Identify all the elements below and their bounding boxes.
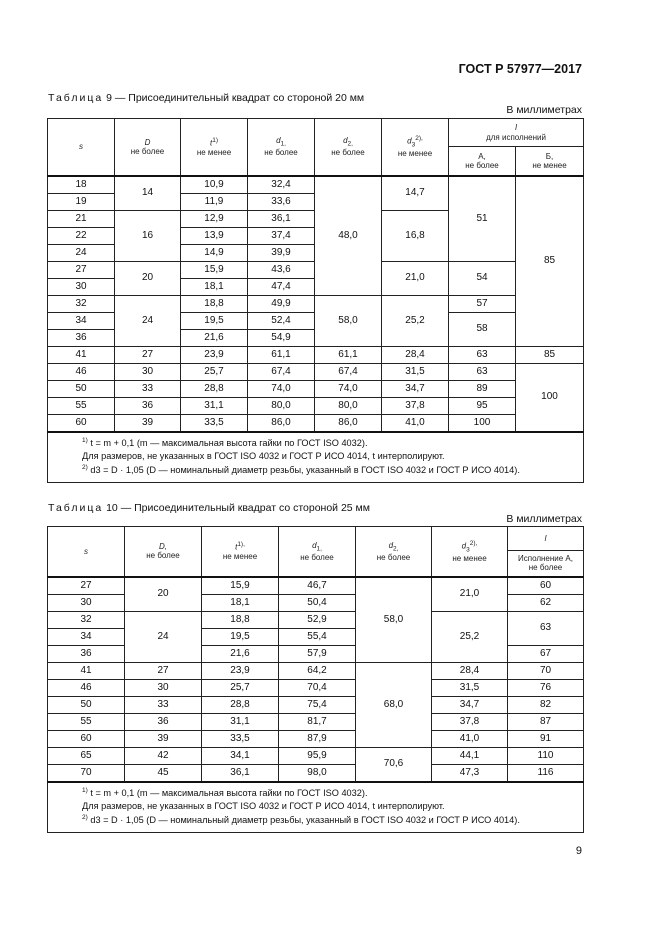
table-cell: 24 — [125, 611, 202, 662]
table-cell: 37,8 — [382, 397, 449, 414]
table-cell: 48,0 — [315, 176, 382, 296]
table-cell: 89 — [449, 380, 516, 397]
table-cell: 41,0 — [382, 414, 449, 432]
col-s-header: s — [48, 119, 115, 176]
table-row — [48, 380, 584, 397]
table-cell: 39 — [125, 730, 202, 747]
table-cell: 68,0 — [356, 662, 432, 747]
table-cell: 36 — [125, 713, 202, 730]
table-cell: 116 — [508, 764, 584, 782]
table-cell: 32,4 — [248, 176, 315, 194]
table-cell: 91 — [508, 730, 584, 747]
table10-notes-row — [48, 782, 584, 833]
table9-caption: Таблица 9 — Присоединительный квадрат со стороной 20 мм — [48, 92, 365, 104]
table-cell: 54,9 — [248, 329, 315, 346]
table-cell: 27 — [115, 346, 181, 363]
table-cell: 18,1 — [202, 594, 279, 611]
col-lA-header: А, не более — [449, 147, 516, 176]
table-row — [48, 363, 584, 380]
table-cell: 34,1 — [202, 747, 279, 764]
table-cell: 100 — [449, 414, 516, 432]
table-cell: 47,4 — [248, 278, 315, 295]
table-cell: 33,5 — [202, 730, 279, 747]
table-cell: 95,9 — [279, 747, 356, 764]
col-t-header: $t^{1),}$ не менее — [202, 527, 279, 577]
table-cell: 63 — [449, 346, 516, 363]
table-cell: 25,7 — [202, 679, 279, 696]
table-cell: 58,0 — [356, 577, 432, 663]
table-cell: 75,4 — [279, 696, 356, 713]
table-cell: 51 — [449, 176, 516, 262]
table-row — [48, 713, 584, 730]
table-cell: 23,9 — [181, 346, 248, 363]
table-cell: 27 — [48, 577, 125, 595]
col-d3-header: $d_3^{2),}$ не менее — [382, 119, 449, 176]
table-cell: 43,6 — [248, 261, 315, 278]
table-cell: 24 — [115, 295, 181, 346]
table-cell: 21,6 — [202, 645, 279, 662]
table-cell: 41 — [48, 346, 115, 363]
table-cell: 14,7 — [382, 176, 449, 211]
table-cell: 28,4 — [382, 346, 449, 363]
table-cell: 110 — [508, 747, 584, 764]
table-cell: 32 — [48, 295, 115, 312]
table-cell: 57,9 — [279, 645, 356, 662]
col-lA-header: Исполнение А, не более — [508, 551, 584, 577]
table-cell: 36 — [48, 645, 125, 662]
table-cell: 61,1 — [315, 346, 382, 363]
table-cell: 81,7 — [279, 713, 356, 730]
table-cell: 63 — [449, 363, 516, 380]
table-cell: 21,6 — [181, 329, 248, 346]
table-cell: 86,0 — [315, 414, 382, 432]
table-cell: 70 — [508, 662, 584, 679]
table-cell: 34 — [48, 312, 115, 329]
table-cell: 41 — [48, 662, 125, 679]
table-cell: 28,8 — [181, 380, 248, 397]
table-cell: 58,0 — [315, 295, 382, 346]
page-number: 9 — [575, 845, 582, 857]
table-cell: 70,4 — [279, 679, 356, 696]
table-cell: 18,8 — [181, 295, 248, 312]
table-cell: 50 — [48, 696, 125, 713]
table-cell: 60 — [48, 414, 115, 432]
col-l-header: l для исполнений — [449, 119, 584, 147]
table-cell: 19 — [48, 193, 115, 210]
table-cell: 80,0 — [315, 397, 382, 414]
table-cell: 54 — [449, 261, 516, 295]
table-row — [48, 679, 584, 696]
table-cell: 16,8 — [382, 210, 449, 261]
col-t-header: $t^{1)}$ не менее — [181, 119, 248, 176]
table-cell: 55,4 — [279, 628, 356, 645]
table-cell: 31,1 — [181, 397, 248, 414]
table-cell: 10,9 — [181, 176, 248, 194]
table-cell: 52,9 — [279, 611, 356, 628]
table-cell: 62 — [508, 594, 584, 611]
table-cell: 65 — [48, 747, 125, 764]
table-cell: 70,6 — [356, 747, 432, 782]
table-row — [48, 577, 584, 595]
table-cell: 52,4 — [248, 312, 315, 329]
table-cell: 25,7 — [181, 363, 248, 380]
table-cell: 63 — [508, 611, 584, 645]
table-cell: 61,1 — [248, 346, 315, 363]
table-row — [48, 295, 584, 312]
table9-notes-row — [48, 432, 584, 483]
table-row — [48, 764, 584, 782]
table-cell: 21,0 — [382, 261, 449, 295]
table-cell: 23,9 — [202, 662, 279, 679]
table-cell: 55 — [48, 713, 125, 730]
table-cell: 34,7 — [382, 380, 449, 397]
table-row — [48, 662, 584, 679]
table-cell: 85 — [516, 346, 584, 363]
col-l-header: l — [508, 527, 584, 551]
table-cell: 21 — [48, 210, 115, 227]
table-cell: 12,9 — [181, 210, 248, 227]
table10-caption: Таблица 10 — Присоединительный квадрат со стороной 25 мм — [48, 502, 370, 514]
table-cell: 16 — [115, 210, 181, 261]
table-cell: 34,7 — [432, 696, 508, 713]
table-cell: 67,4 — [315, 363, 382, 380]
table-cell: 39 — [115, 414, 181, 432]
table-cell: 47,3 — [432, 764, 508, 782]
table-cell: 27 — [125, 662, 202, 679]
table-cell: 74,0 — [315, 380, 382, 397]
table9-unit: В миллиметрах — [506, 104, 582, 116]
table-cell: 31,5 — [382, 363, 449, 380]
table-cell: 25,2 — [382, 295, 449, 346]
table9 — [47, 118, 584, 483]
table-cell: 57 — [449, 295, 516, 312]
table-cell: 80,0 — [248, 397, 315, 414]
table-cell: 22 — [48, 227, 115, 244]
col-D-header: D не более — [115, 119, 181, 176]
table-cell: 18,1 — [181, 278, 248, 295]
table-cell: 33,5 — [181, 414, 248, 432]
table-cell: 39,9 — [248, 244, 315, 261]
table-cell: 64,2 — [279, 662, 356, 679]
table-cell: 76 — [508, 679, 584, 696]
col-s-header: s — [48, 527, 125, 577]
table-cell: 15,9 — [202, 577, 279, 595]
table-cell: 33 — [125, 696, 202, 713]
table-cell: 24 — [48, 244, 115, 261]
table-cell: 30 — [48, 594, 125, 611]
table-cell: 36,1 — [202, 764, 279, 782]
table-row — [48, 730, 584, 747]
table-cell: 19,5 — [181, 312, 248, 329]
table-cell: 18 — [48, 176, 115, 194]
table-cell: 20 — [115, 261, 181, 295]
table-cell: 34 — [48, 628, 125, 645]
table-cell: 19,5 — [202, 628, 279, 645]
table-cell: 46 — [48, 679, 125, 696]
table-cell: 30 — [115, 363, 181, 380]
table-cell: 95 — [449, 397, 516, 414]
table-cell: 87,9 — [279, 730, 356, 747]
table-cell: 37,8 — [432, 713, 508, 730]
table-cell: 41,0 — [432, 730, 508, 747]
table-row — [48, 611, 584, 628]
col-d2-header: $d_{2,}$ не более — [356, 527, 432, 577]
table-cell: 36,1 — [248, 210, 315, 227]
table-cell: 30 — [125, 679, 202, 696]
table-cell: 33,6 — [248, 193, 315, 210]
table-cell: 67,4 — [248, 363, 315, 380]
table-cell: 46 — [48, 363, 115, 380]
table-cell: 49,9 — [248, 295, 315, 312]
table-cell: 70 — [48, 764, 125, 782]
table-cell: 85 — [516, 176, 584, 347]
table-row — [48, 747, 584, 764]
table-cell: 82 — [508, 696, 584, 713]
table-cell: 31,5 — [432, 679, 508, 696]
table-row — [48, 696, 584, 713]
table10 — [47, 526, 584, 833]
table-cell: 67 — [508, 645, 584, 662]
table-cell: 36 — [115, 397, 181, 414]
table-cell: 21,0 — [432, 577, 508, 612]
table-cell: 32 — [48, 611, 125, 628]
table-cell: 30 — [48, 278, 115, 295]
table-cell: 37,4 — [248, 227, 315, 244]
table-cell: 60 — [508, 577, 584, 595]
document-header: ГОСТ Р 57977—2017 — [458, 62, 582, 76]
table-cell: 86,0 — [248, 414, 315, 432]
col-d1-header: $d_{1,}$ не более — [279, 527, 356, 577]
table-cell: 15,9 — [181, 261, 248, 278]
table-row — [48, 176, 584, 194]
table-cell: 74,0 — [248, 380, 315, 397]
table-cell: 100 — [516, 363, 584, 432]
table-cell: 33 — [115, 380, 181, 397]
table-cell: 55 — [48, 397, 115, 414]
table-cell: 14 — [115, 176, 181, 211]
table-cell: 31,1 — [202, 713, 279, 730]
table-cell: 58 — [449, 312, 516, 346]
table-row — [48, 414, 584, 432]
table-cell: 25,2 — [432, 611, 508, 662]
table-row — [48, 397, 584, 414]
table-cell: 50,4 — [279, 594, 356, 611]
table-cell: 44,1 — [432, 747, 508, 764]
table-cell: 45 — [125, 764, 202, 782]
table-cell: 18,8 — [202, 611, 279, 628]
table-cell: 28,4 — [432, 662, 508, 679]
col-lB-header: Б, не менее — [516, 147, 584, 176]
table10-notes: $^{1)}$ t = m + 0,1 (m — максимальная высота гайки по ГОСТ ISO 4032). Для размеров, не указанных в ГОСТ ISO 4032 и ГОСТ Р ИСО 4014, t интерполируют. $^{2)}$ d3 = D · 1,05 (D — номинальный диаметр резьбы, указанный в ГОСТ ISO 4032 и ГОСТ Р ИСО 4014). — [48, 782, 584, 833]
table-cell: 36 — [48, 329, 115, 346]
col-D-header: D, не более — [125, 527, 202, 577]
table-cell: 13,9 — [181, 227, 248, 244]
table-cell: 42 — [125, 747, 202, 764]
col-d1-header: $d_{1,}$ не более — [248, 119, 315, 176]
table-cell: 28,8 — [202, 696, 279, 713]
table-cell: 27 — [48, 261, 115, 278]
table-cell: 46,7 — [279, 577, 356, 595]
col-d2-header: $d_{2,}$ не более — [315, 119, 382, 176]
table-row — [48, 346, 584, 363]
table-cell: 11,9 — [181, 193, 248, 210]
table-cell: 60 — [48, 730, 125, 747]
table-cell: 87 — [508, 713, 584, 730]
table-cell: 14,9 — [181, 244, 248, 261]
col-d3-header: $d_3^{2),}$ не менее — [432, 527, 508, 577]
table-cell: 20 — [125, 577, 202, 612]
table10-unit: В миллиметрах — [506, 513, 582, 525]
table-cell: 50 — [48, 380, 115, 397]
table-cell: 98,0 — [279, 764, 356, 782]
table9-notes: $^{1)}$ t = m + 0,1 (m — максимальная высота гайки по ГОСТ ISO 4032). Для размеров, не указанных в ГОСТ ISO 4032 и ГОСТ Р ИСО 4014, t интерполируют. $^{2)}$ d3 = D · 1,05 (D — номинальный диаметр резьбы, указанный в ГОСТ ISO 4032 и ГОСТ Р ИСО 4014). — [48, 432, 584, 483]
